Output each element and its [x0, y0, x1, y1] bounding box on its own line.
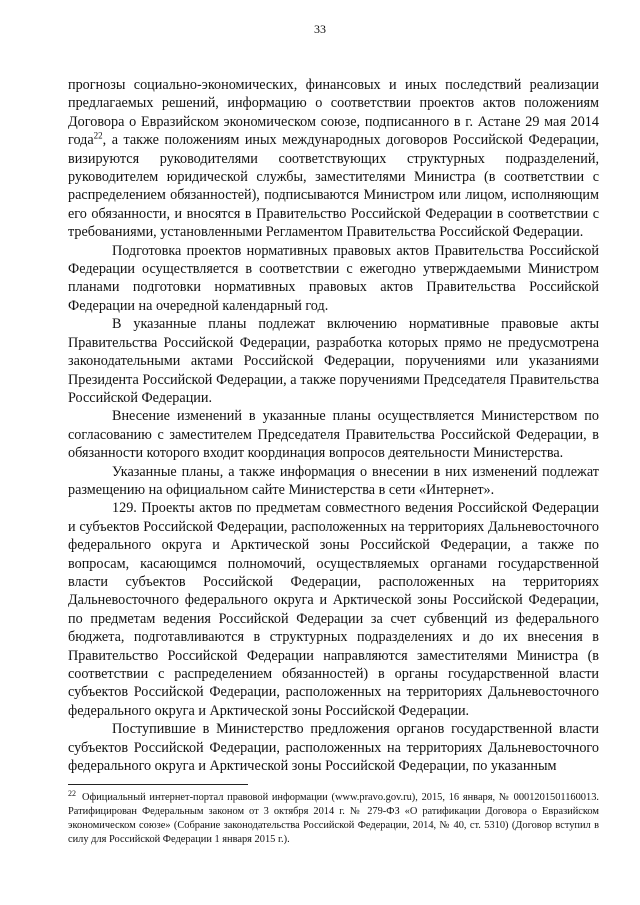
footnote-reference: 22 [93, 130, 103, 141]
paragraph: Внесение изменений в указанные планы осуществляется Министерством по согласованию с заместителем Председателя Правительства Российской Федерации, в обязанности которого входит координация вопросов деятельности Министерства. [68, 408, 599, 462]
footnote-text: Официальный интернет-портал правовой информации (www.pravo.gov.ru), 2015, 16 января, № 0001201501160013. Ратифицирован Федеральным законом от 3 октября 2014 г. № 279-ФЗ «О ратификации Договора о Евразийском экономическом союзе» (Собрание законодательства Российской Федерации, 2014, № 40, ст. 5310) (Договор вступил в силу для Российской Федерации 1 января 2015 г.). [68, 792, 599, 845]
footnote-divider [68, 784, 248, 785]
paragraph: Подготовка проектов нормативных правовых актов Правительства Российской Федерации осуществляется в соответствии с ежегодно утверждаемыми Министром планами подготовки нормативных правовых актов Правительства Российской Федерации на очередной календарный год. [68, 242, 599, 314]
paragraph: Указанные планы, а также информация о внесении в них изменений подлежат размещению на официальном сайте Министерства в сети «Интернет». [68, 463, 599, 498]
footnote [68, 788, 599, 847]
page-number: 33 [314, 22, 326, 36]
paragraph-item-129: 129. Проекты актов по предметам совместного ведения Российской Федерации и субъектов Российской Федерации, расположенных на территориях Дальневосточного федерального округа и Арктической зоны Российской Федерации, а также по вопросам, касающимся полномочий, осуществляемых органами государственной власти субъектов Российской Федерации, расположенных на территориях Дальневосточного федерального округа и Арктической зоны Российской Федерации, по предметам ведения Российской Федерации за счет субвенций из федерального бюджета, подготавливаются в структурных подразделениях и до их внесения в Правительство Российской Федерации направляются заместителями Министра (в соответствии с распределением обязанностей) в органы государственной власти субъектов Российской Федерации, расположенных на территориях Дальневосточного федерального округа и Арктической зоны Российской Федерации. [68, 500, 599, 719]
paragraph: Поступившие в Министерство предложения органов государственной власти субъектов Российской Федерации, расположенных на территориях Дальневосточного федерального округа и Арктической зоны Российской Федерации, по указанным [68, 721, 599, 775]
body-text [68, 76, 599, 775]
paragraph-text: прогнозы социально-экономических, финансовых и иных последствий реализации предлагаемых решений, информацию о соответствии проектов актов положениям Договора о Евразийском экономическом союзе, подписанного в г. Астане 29 мая 2014 года [68, 77, 599, 149]
footnote-mark: 22 [68, 788, 76, 798]
paragraph-continuation [68, 76, 599, 242]
paragraph: В указанные планы подлежат включению нормативные правовые акты Правительства Российской Федерации, разработка которых прямо не предусмотрена законодательными актами Российской Федерации, поручениями или указаниями Президента Российской Федерации, а также поручениями Председателя Правительства Российской Федерации. [68, 316, 599, 406]
paragraph-text: , а также положениям иных международных договоров Российской Федерации, визируются руководителями соответствующих структурных подразделений, руководителем юридической службы, заместителями Министра (в соответствии с распределением обязанностей), подписываются Министром или лицом, исполняющим его обязанности, и вносятся в Правительство Российской Федерации в соответствии с требованиями, установленными Регламентом Правительства Российской Федерации. [68, 132, 599, 241]
